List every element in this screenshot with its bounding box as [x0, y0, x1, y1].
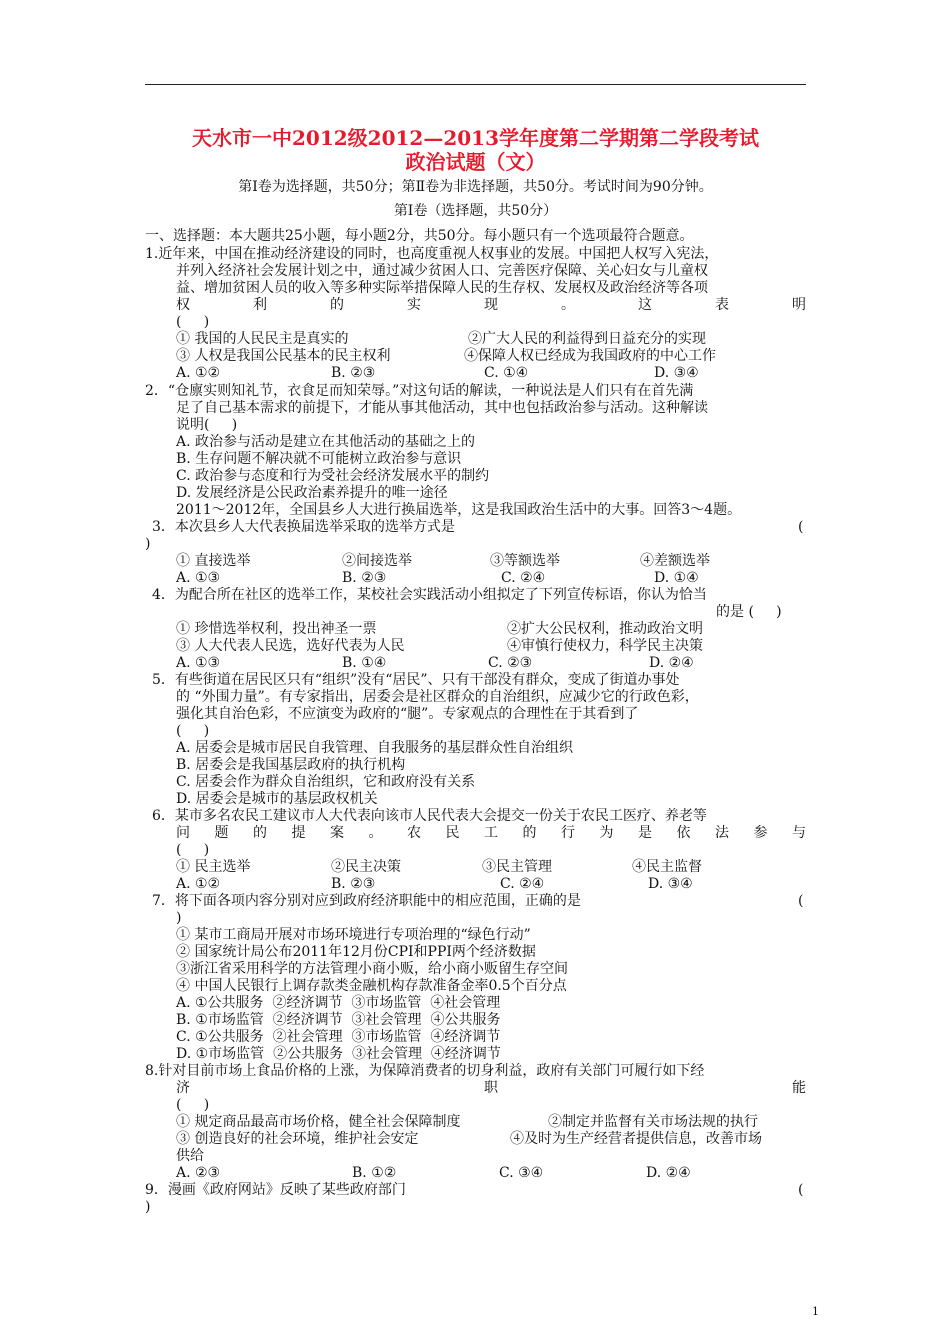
statement-option: ① 民主选举 — [176, 859, 251, 875]
statement-option-continued: 供给 — [176, 1148, 204, 1164]
stem-char: 是 — [638, 825, 652, 841]
stem-char: 利 — [253, 297, 267, 313]
stem-char: 为 — [599, 825, 614, 841]
stem-char: 实 — [407, 297, 421, 313]
statement-option: ① 直接选举 — [176, 553, 251, 569]
choice-c: C. ③④ — [499, 1165, 544, 1181]
justified-stem-line — [176, 825, 806, 842]
stem-char: 提 — [291, 825, 306, 841]
statement-option: ②制定并监督有关市场法规的执行 — [548, 1114, 758, 1130]
stem-char: 案 — [330, 825, 344, 841]
question-stem: 9．漫画《政府网站》反映了某些政府部门 — [145, 1182, 406, 1198]
question-stem: 3．本次县乡人大代表换届选举采取的选举方式是 — [152, 519, 455, 535]
choice-a: A. 政治参与活动是建立在其他活动的基础之上的 — [176, 434, 476, 450]
question-stem: 并列入经济社会发展计划之中，通过减少贫困人口、完善医疗保障、关心妇女与儿童权 — [176, 263, 708, 279]
stem-char: 这 — [638, 297, 652, 313]
stem-char: 参 — [753, 825, 768, 841]
choice-b: B. ②③ — [331, 365, 376, 381]
choice-d: D. ①市场监管 ②公共服务 ③社会管理 ④经济调节 — [176, 1046, 501, 1062]
question-stem: 8.针对目前市场上食品价格的上涨，为保障消费者的切身利益，政府有关部门可履行如下经 — [145, 1063, 705, 1079]
choice-a: A. ①公共服务 ②经济调节 ③市场监管 ④社会管理 — [176, 995, 501, 1011]
answer-blank: ( — [798, 893, 804, 909]
choice-b: B. 生存问题不解决就不可能树立政治参与意识 — [176, 451, 462, 467]
choice-b: B. ①④ — [342, 655, 387, 671]
choice-d: D. ②④ — [646, 1165, 691, 1181]
exam-intro: 第Ⅰ卷为选择题，共50分；第Ⅱ卷为非选择题，共50分。考试时间为90分钟。 — [238, 179, 713, 195]
choice-c: C. ②④ — [501, 570, 546, 586]
question-stem: 7．将下面各项内容分别对应到政府经济职能中的相应范围，正确的是 — [152, 893, 581, 909]
statement-option: ① 某市工商局开展对市场环境进行专项治理的“绿色行动” — [176, 927, 531, 943]
stem-char: 济 — [176, 1080, 190, 1096]
stem-char: 法 — [715, 825, 729, 841]
choice-d: D. ②④ — [649, 655, 694, 671]
question-stem: 足了自己基本需求的前提下，才能从事其他活动，其中也包括政治参与活动。这种解读 — [176, 400, 708, 416]
stem-char: 能 — [792, 1080, 806, 1096]
statement-option: ③民主管理 — [482, 859, 552, 875]
stem-char: 依 — [676, 825, 691, 841]
choice-c: C. 政治参与态度和行为受社会经济发展水平的制约 — [176, 468, 490, 484]
choice-d: D. ③④ — [648, 876, 693, 892]
statement-option: ① 我国的人民民主是真实的 — [176, 331, 349, 347]
answer-blank: ( ) — [176, 314, 210, 330]
question-stem: 5．有些街道在居民区只有“组织”没有“居民”、只有干部没有群众，变成了街道办事处 — [152, 672, 680, 688]
choice-d: D. ③④ — [654, 365, 699, 381]
section-instructions: 一、选择题：本大题共25小题，每小题2分，共50分。每小题只有一个选项最符合题意。 — [145, 228, 694, 244]
choice-d: D. 发展经济是公民政治素养提升的唯一途径 — [176, 485, 448, 501]
question-stem: 2．“仓廪实则知礼节，衣食足而知荣辱。”对这句话的解读，一种说法是人们只有在首先满 — [145, 383, 694, 399]
choice-d: D. ①④ — [654, 570, 699, 586]
choice-a: A. ①② — [176, 365, 221, 381]
question-stem: 1.近年来，中国在推动经济建设的同时，也高度重视人权事业的发展。中国把人权写入宪法， — [145, 246, 719, 262]
answer-blank: ) — [145, 536, 151, 552]
stem-char: 的 — [253, 825, 267, 841]
header-rule — [145, 84, 806, 85]
statement-option: ① 规定商品最高市场价格，健全社会保障制度 — [176, 1114, 461, 1130]
choice-c: C. ①公共服务 ②社会管理 ③市场监管 ④经济调节 — [176, 1029, 501, 1045]
statement-option: ① 珍惜选举权利，投出神圣一票 — [176, 621, 377, 637]
stem-char: 职 — [484, 1080, 498, 1096]
choice-c: C. ②③ — [488, 655, 533, 671]
question-stem: 6．某市多名农民工建议市人大代表向该市人民代表大会提交一份关于农民工医疗、养老等 — [152, 808, 707, 824]
stem-char: 权 — [176, 297, 190, 313]
statement-option: ③ 人大代表人民选，选好代表为人民 — [176, 638, 405, 654]
choice-b: B. ①市场监管 ②经济调节 ③社会管理 ④公共服务 — [176, 1012, 501, 1028]
statement-option: ④差额选举 — [640, 553, 710, 569]
page-number: 1 — [812, 1305, 819, 1318]
choice-a: A. ②③ — [176, 1165, 221, 1181]
question-stem: 益、增加贫困人员的收入等多种实际举措保障人民的生存权、发展权及政治经济等各项 — [176, 280, 708, 296]
choice-a: A. ①③ — [176, 655, 221, 671]
choice-c: C. ②④ — [500, 876, 545, 892]
choice-a: A. ①③ — [176, 570, 221, 586]
choice-b: B. ②③ — [331, 876, 376, 892]
stem-char: 表 — [715, 297, 729, 313]
justified-stem-line — [176, 297, 806, 314]
stem-char: 的 — [330, 297, 344, 313]
answer-blank: ) — [145, 1199, 151, 1215]
answer-blank: ( ) — [176, 723, 210, 739]
statement-option: ③浙江省采用科学的方法管理小商小贩，给小商小贩留生存空间 — [176, 961, 568, 977]
stem-char: 工 — [484, 825, 498, 841]
question-stem: 的是 ( ) — [716, 604, 782, 620]
statement-option: ③ 创造良好的社会环境，维护社会安定 — [176, 1131, 419, 1147]
statement-option: ④保障人权已经成为我国政府的中心工作 — [464, 348, 716, 364]
stem-char: 题 — [214, 825, 229, 841]
question-stem: 的 “外围力量”。有专家指出，居委会是社区群众的自治组织，应减少它的行政色彩， — [176, 689, 699, 705]
statement-option: ④及时为生产经营者提供信息，改善市场 — [510, 1131, 762, 1147]
stem-char: 民 — [445, 825, 460, 841]
statement-option: ② 国家统计局公布2011年12月份CPI和PPI两个经济数据 — [176, 944, 536, 960]
stem-char: 现 — [484, 297, 498, 313]
choice-c: C. 居委会作为群众自治组织，它和政府没有关系 — [176, 774, 476, 790]
stem-char: 农 — [407, 825, 421, 841]
part-one-heading: 第Ⅰ卷（选择题，共50分） — [393, 203, 558, 219]
statement-option: ②扩大公民权利，推动政治文明 — [507, 621, 703, 637]
choice-b: B. ①② — [352, 1165, 397, 1181]
stem-char: 问 — [176, 825, 190, 841]
statement-option: ②间接选举 — [342, 553, 412, 569]
stem-char: 。 — [561, 297, 575, 313]
question-stem: 说明( ) — [176, 417, 238, 433]
statement-option: ④审慎行使权力，科学民主决策 — [507, 638, 703, 654]
statement-option: ④民主监督 — [632, 859, 702, 875]
justified-stem-line — [176, 1080, 806, 1097]
exam-subtitle: 政治试题（文） — [405, 150, 546, 174]
choice-a: A. 居委会是城市居民自我管理、自我服务的基层群众性自治组织 — [176, 740, 574, 756]
choice-b: B. ②③ — [342, 570, 387, 586]
statement-option: ②广大人民的利益得到日益充分的实现 — [468, 331, 706, 347]
shared-question-context: 2011～2012年，全国县乡人大进行换届选举，这是我国政治生活中的大事。回答3～4题。 — [176, 502, 742, 518]
stem-char: 与 — [792, 825, 806, 841]
stem-char: 的 — [522, 825, 537, 841]
statement-option: ②民主决策 — [331, 859, 401, 875]
choice-a: A. ①② — [176, 876, 221, 892]
answer-blank: ( — [798, 519, 804, 535]
statement-option: ③等额选举 — [490, 553, 560, 569]
stem-char: 明 — [792, 297, 806, 313]
statement-option: ③ 人权是我国公民基本的民主权利 — [176, 348, 391, 364]
choice-d: D. 居委会是城市的基层政权机关 — [176, 791, 378, 807]
stem-char: 行 — [561, 825, 575, 841]
stem-char: 。 — [368, 825, 383, 841]
choice-c: C. ①④ — [484, 365, 529, 381]
question-stem: 4．为配合所在社区的选举工作，某校社会实践活动小组拟定了下列宣传标语，你认为恰当 — [152, 587, 707, 603]
answer-blank: ( ) — [176, 842, 210, 858]
answer-blank: ( ) — [176, 1097, 210, 1113]
answer-blank: ( — [798, 1182, 804, 1198]
choice-b: B. 居委会是我国基层政府的执行机构 — [176, 757, 406, 773]
answer-blank: ) — [176, 910, 182, 926]
exam-title: 天水市一中2012级2012—2013学年度第二学期第二学段考试 — [192, 126, 759, 150]
statement-option: ④ 中国人民银行上调存款类金融机构存款准备金率0.5个百分点 — [176, 978, 567, 994]
question-stem: 强化其自治色彩，不应演变为政府的“腿”。专家观点的合理性在于其看到了 — [176, 706, 639, 722]
